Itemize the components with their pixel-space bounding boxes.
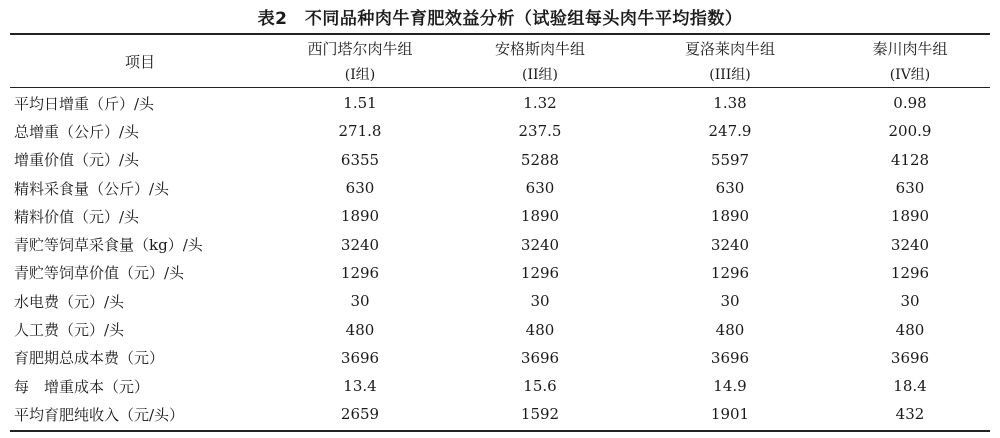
cell-value: 3696 [520, 348, 560, 367]
column-name: 安格斯肉牛组 [494, 40, 585, 59]
cell-value: 5597 [710, 150, 750, 169]
cell-value: 432 [895, 405, 925, 424]
table-row [10, 146, 990, 174]
table-row [10, 372, 990, 400]
cell-value: 5288 [520, 150, 560, 169]
cell-value: 247.9 [708, 122, 752, 141]
bottom-rule [10, 430, 990, 432]
header-column-4 [830, 36, 990, 86]
cell-value: 237.5 [518, 122, 562, 141]
cell-value: 480 [525, 320, 555, 339]
table-title: 表2 不同品种肉牛育肥效益分析（试验组每头肉牛平均指数） [257, 9, 743, 29]
cell-value: 3696 [710, 348, 750, 367]
cell-value: 3696 [340, 348, 380, 367]
column-group: (III组) [709, 66, 751, 83]
row-label: 精料价值（元）/头 [14, 207, 140, 226]
cell-value: 1890 [710, 207, 750, 226]
cell-value: 200.9 [888, 122, 932, 141]
row-label: 青贮等饲草采食量（kg）/头 [14, 236, 203, 255]
row-label: 平均育肥纯收入（元/头） [14, 405, 185, 424]
cell-value: 630 [525, 179, 555, 198]
cell-value: 6355 [340, 150, 380, 169]
column-name: 秦川肉牛组 [872, 40, 948, 59]
header-rule [10, 87, 990, 88]
cell-value: 480 [895, 320, 925, 339]
table-row [10, 259, 990, 287]
table-row [10, 287, 990, 315]
cell-value: 3240 [340, 235, 380, 254]
row-label: 青贮等饲草价值（元）/头 [14, 264, 185, 283]
row-label: 每 增重成本（元） [14, 377, 150, 396]
cell-value: 0.98 [893, 94, 927, 113]
cell-value: 3240 [520, 235, 560, 254]
cell-value: 3240 [890, 235, 930, 254]
row-label: 育肥期总成本费（元） [14, 349, 165, 368]
table-row [10, 89, 990, 117]
cell-value: 271.8 [338, 122, 382, 141]
cell-value: 1890 [340, 207, 380, 226]
column-name: 夏洛莱肉牛组 [684, 40, 775, 59]
column-group: (I组) [344, 66, 376, 83]
header-column-2 [450, 36, 630, 86]
table-row [10, 230, 990, 258]
table-row [10, 202, 990, 230]
table-row [10, 315, 990, 343]
cell-value: 30 [720, 292, 740, 311]
cell-value: 4128 [890, 150, 930, 169]
header-column-1 [270, 36, 450, 86]
row-label: 水电费（元）/头 [14, 292, 125, 311]
cell-value: 480 [345, 320, 375, 339]
row-label: 总增重（公斤）/头 [14, 122, 140, 141]
row-label: 增重价值（元）/头 [14, 151, 140, 170]
header-item-label: 项目 [124, 52, 155, 71]
cell-value: 1.38 [713, 94, 747, 113]
cell-value: 30 [350, 292, 370, 311]
column-name: 西门塔尔肉牛组 [307, 40, 413, 59]
table-row [10, 400, 990, 428]
cell-value: 18.4 [893, 377, 927, 396]
cell-value: 1.51 [343, 94, 377, 113]
top-rule [10, 33, 990, 35]
cell-value: 30 [530, 292, 550, 311]
cell-value: 480 [715, 320, 745, 339]
cell-value: 630 [345, 179, 375, 198]
cell-value: 14.9 [713, 377, 747, 396]
cell-value: 13.4 [343, 377, 377, 396]
row-label: 平均日增重（斤）/头 [14, 94, 155, 113]
row-label: 精料采食量（公斤）/头 [14, 179, 170, 198]
cell-value: 3240 [710, 235, 750, 254]
column-group: (IV组) [889, 66, 931, 83]
cell-value: 630 [715, 179, 745, 198]
cell-value: 2659 [340, 405, 380, 424]
cell-value: 1296 [340, 263, 380, 282]
cell-value: 1890 [520, 207, 560, 226]
row-label: 人工费（元）/头 [14, 321, 125, 340]
cell-value: 1901 [710, 405, 750, 424]
cell-value: 1890 [890, 207, 930, 226]
table-row [10, 174, 990, 202]
cell-value: 1592 [520, 405, 560, 424]
table-row [10, 344, 990, 372]
data-table [10, 89, 990, 429]
table-row [10, 117, 990, 145]
cell-value: 15.6 [523, 377, 557, 396]
cell-value: 3696 [890, 348, 930, 367]
cell-value: 1296 [520, 263, 560, 282]
cell-value: 630 [895, 179, 925, 198]
cell-value: 1296 [710, 263, 750, 282]
cell-value: 1296 [890, 263, 930, 282]
cell-value: 30 [900, 292, 920, 311]
cell-value: 1.32 [523, 94, 557, 113]
header-column-3 [630, 36, 830, 86]
column-group: (II组) [522, 66, 558, 83]
